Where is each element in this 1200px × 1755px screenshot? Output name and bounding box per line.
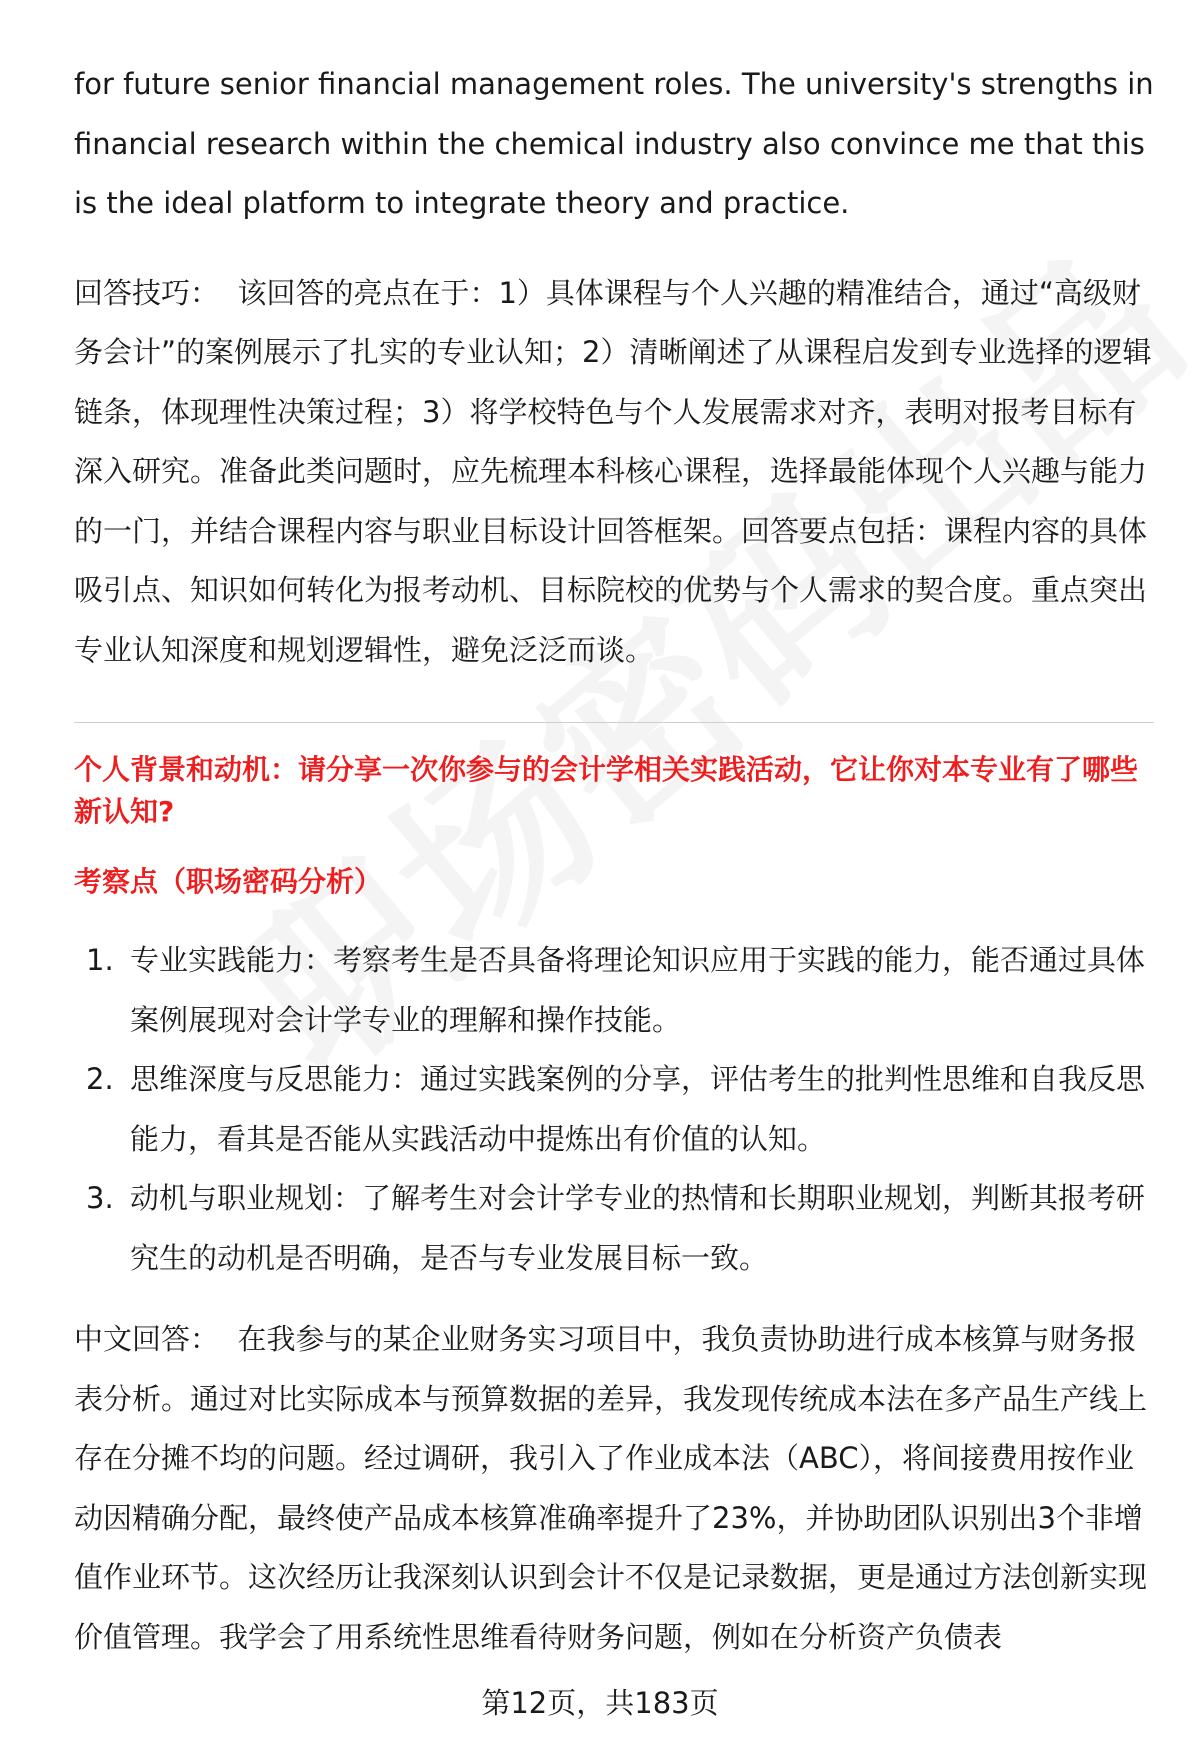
chinese-answer-paragraph — [74, 1310, 1154, 1667]
focus-points-list — [74, 931, 1154, 1288]
question-heading: 个人背景和动机：请分享一次你参与的会计学相关实践活动，它让你对本专业有了哪些新认知? — [74, 753, 1139, 828]
page-content — [74, 55, 1154, 1667]
list-item-number: 2. — [86, 1062, 114, 1096]
section-divider — [74, 722, 1154, 723]
focus-points-heading: 考察点（职场密码分析） — [74, 865, 383, 898]
answer-tips-label: 回答技巧： — [74, 275, 220, 310]
english-paragraph: for future senior financial management roles. The university's strengths in financial research within the chemical industry also convince me that this is the ideal platform to integrate theory and practice. — [74, 67, 1154, 220]
list-item — [74, 1169, 1154, 1288]
chinese-answer-label: 中文回答： — [74, 1322, 220, 1356]
list-item-text: 专业实践能力：考察考生是否具备将理论知识应用于实践的能力，能否通过具体案例展现对会计学专业的理解和操作技能。 — [130, 943, 1146, 1037]
list-item-number: 1. — [86, 943, 114, 977]
answer-tips-text: 该回答的亮点在于：1）具体课程与个人兴趣的精准结合，通过“高级财务会计”的案例展示了扎实的专业认知；2）清晰阐述了从课程启发到专业选择的逻辑链条，体现理性决策过程；3）将学校特色与个人发展需求对齐，表明对报考目标有深入研究。准备此类问题时，应先梳理本科核心课程，选择最能体现个人兴趣与能力的一门，并结合课程内容与职业目标设计回答框架。回答要点包括：课程内容的具体吸引点、知识如何转化为报考动机、目标院校的优势与个人需求的契合度。重点突出专业认知深度和规划逻辑性，避免泛泛而谈。 — [74, 275, 1152, 667]
list-item-number: 3. — [86, 1181, 114, 1215]
list-item-text: 思维深度与反思能力：通过实践案例的分享，评估考生的批判性思维和自我反思能力，看其是否能从实践活动中提炼出有价值的认知。 — [130, 1062, 1146, 1156]
chinese-answer-text: 在我参与的某企业财务实习项目中，我负责协助进行成本核算与财务报表分析。通过对比实际成本与预算数据的差异，我发现传统成本法在多产品生产线上存在分摊不均的问题。经过调研，我引入了作业成本法（ABC），将间接费用按作业动因精确分配，最终使产品成本核算准确率提升了23%，并协助团队识别出3个非增值作业环节。这次经历让我深刻认识到会计不仅是记录数据，更是通过方法创新实现价值管理。我学会了用系统性思维看待财务问题，例如在分析资产负债表 — [74, 1322, 1148, 1654]
page-number-footer: 第12页，共183页 — [481, 1686, 719, 1720]
list-item-text: 动机与职业规划：了解考生对会计学专业的热情和长期职业规划，判断其报考研究生的动机是否明确，是否与专业发展目标一致。 — [130, 1181, 1146, 1275]
list-item — [74, 931, 1154, 1050]
answer-tips-paragraph — [74, 264, 1154, 681]
list-item — [74, 1050, 1154, 1169]
